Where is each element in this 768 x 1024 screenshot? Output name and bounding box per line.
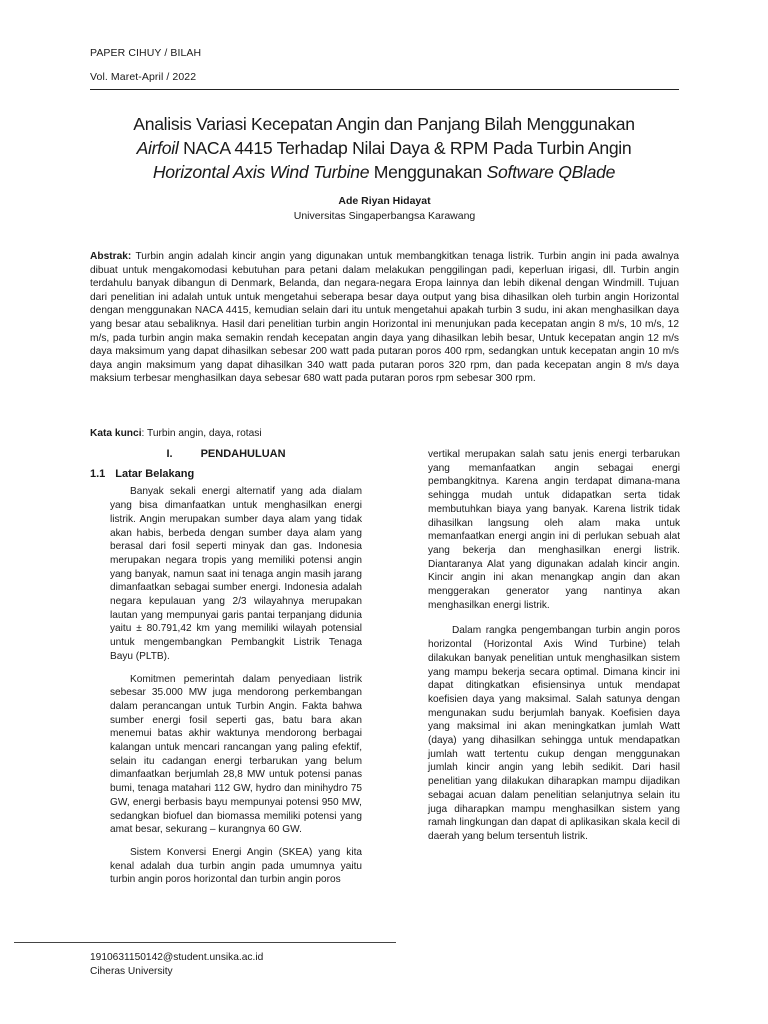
- body-paragraph: Sistem Konversi Energi Angin (SKEA) yang kita kenal adalah dua turbin angin pada umumnya yaitu turbin angin poros horizontal dan turbin angin poros: [110, 846, 362, 886]
- body-paragraph: Dalam rangka pengembangan turbin angin poros horizontal (Horizontal Axis Wind Turbine) telah dilakukan banyak penelitian untuk menghasilkan sistem yang mampu bekerja secara optimal. Dimana kincir ini dapat ditingkatkan efisiensinya untuk mendapat koefisien daya yang maksimal. Salah satunya dengan mengunakan sudu berjumlah banyak. Koefisien daya yang maksimal ini akan meningkatkan jumlah Watt (daya) yang dihasilkan sehingga untuk mendapatkan jumlah watt tertentu cukup dengan menggunakan jumlah kincir angin yang lebih sedikit. Dari hasil penelitian yang dilakukan diharapkan mampu dijadikan sebagai acuan dalam penelitian selanjutnya selain itu juga diharapkan mampu menghasilkan sistem yang ramah lingkungan dan dapat di aplikasikan skala kecil di daerah yang belum tersentuh listrik.: [428, 625, 680, 842]
- title-airfoil: Airfoil: [136, 138, 179, 158]
- subsection-title: Latar Belakang: [115, 467, 195, 480]
- footnote-divider: [14, 942, 396, 943]
- section-number: I.: [166, 448, 173, 460]
- title-software: Software QBlade: [486, 162, 616, 182]
- journal-header: PAPER CIHUY / BILAH: [90, 47, 202, 59]
- right-column: [428, 448, 680, 856]
- volume-info: Vol. Maret-April / 2022: [90, 71, 197, 83]
- abstract-label: Abstrak:: [90, 251, 132, 262]
- title-hawt: Horizontal Axis Wind Turbine: [152, 162, 370, 182]
- keywords: [90, 428, 679, 439]
- keywords-label: Kata kunci: [90, 428, 142, 439]
- author-email: 1910631150142@student.unsika.ac.id: [90, 952, 264, 963]
- title-line-2: [70, 136, 698, 160]
- left-column: [90, 448, 362, 896]
- body-paragraph: vertikal merupakan salah satu jenis energi terbarukan yang memanfaatkan angin sebagai energi pembangkitnya. Karena angin terdapat dimana-mana sehingga mudah untuk didapatkan serta tidak membutuhkan biaya yang banyak. Karena listrik tidak dihasilkan langsung oleh alam maka untuk memanfaatkan energi angin ini di perlukan sebuah alat yang bekerja dan menghasilkan energi listrik. Diantaranya Alat yang digunakan adalah kincir angin. Kincir angin ini akan menangkap angin dan akan menggerakan generator yang nantinya akan menghasilkan energi listrik.: [428, 449, 680, 611]
- section-heading: [90, 448, 362, 462]
- body-paragraph: Komitmen pemerintah dalam penyediaan listrik sebesar 35.000 MW juga mendorong perkembangan dalam perancangan untuk Turbin Angin. Fakta bahwa sumber energi fosil seperti gas, batu bara akan menemui batas akhir waktunya mendorong berbagai kalangan untuk mencari rancangan yang paling efektif, selain itu cadangan energi terbarukan yang belum dimanfaatkan berjumlah 28,8 MW untuk potensi panas bumi, tenaga matahari 112 GW, hydro dan minihydro 75 GW, energi berbasis bayu mempunyai potensi 950 MW, sedangkan biofuel dan biomassa memiliki potensi yang amat besar, sekurang – kurangnya 60 GW.: [110, 673, 362, 836]
- abstract: [90, 250, 679, 386]
- author-name: Ade Riyan Hidayat: [338, 195, 431, 207]
- title-line-3: [70, 160, 698, 184]
- section-title: PENDAHULUAN: [200, 448, 286, 460]
- title-line-3-mid: Menggunakan: [369, 162, 487, 182]
- title-line-2-rest: NACA 4415 Terhadap Nilai Daya & RPM Pada Turbin Angin: [178, 138, 632, 158]
- title-line-1: Analisis Variasi Kecepatan Angin dan Panjang Bilah Menggunakan: [133, 114, 635, 134]
- body-paragraph: Banyak sekali energi alternatif yang ada dialam yang bisa dimanfaatkan untuk menghasilkan energi listrik. Angin merupakan sumber daya alam yang tidak akan habis, berbeda dengan sumber daya alam yang berasal dari fosil seperti minyak dan gas. Indonesia merupakan negara tropis yang memiliki potensi angin yang banyak, namun saat ini tenaga angin masih jarang dimanfaatkan sebagai sumber energi. Indonesia adalah negara kepulauan yang 2/3 wilayahnya merupakan lautan yang mempunyai garis pantai terpanjang didunia yaitu ± 80.791,42 km yang memiliki wilayah potensial untuk mengembangkan Pembangkit Listrik Tenaga Bayu (PLTB).: [110, 486, 362, 662]
- author-affiliation: Universitas Singaperbangsa Karawang: [293, 210, 476, 222]
- paper-title: [70, 112, 698, 184]
- footnote-university: Ciheras University: [90, 966, 173, 977]
- keywords-text: : Turbin angin, daya, rotasi: [141, 428, 262, 439]
- abstract-text: Turbin angin adalah kincir angin yang digunakan untuk membangkitkan tenaga listrik. Turbin angin ini pada awalnya dibuat untuk mengakomodasi kebutuhan para petani dalam melakukan penggilingan padi, keperluan irigasi, dll. Turbin angin terdahulu banyak dibangun di Denmark, Belanda, dan negara-negara Eropa lainnya dan lebih dikenal dengan Windmill. Tujuan dari penelitian ini adalah untuk untuk mengetahui seberapa besar daya output yang bisa dihasilkan oleh turbin angin Horizontal dengan menggunakan NACA 4415, kemudian selain dari itu untuk mengetahui apakah turbin 3 sudu, ini akan menghasilkan daya yang besar atau sebaliknya. Hasil dari penelitian turbin angin Horizontal ini menunjukan pada kecepatan angin 8 m/s, 10 m/s, 12 m/s, pada turbin angin maka semakin rendah kecepatan angin daya yang dihasilkan lebih besar, Untuk kecepatan angin 12 m/s daya maksimum yang dapat dihasilkan sebesar 200 watt pada putaran poros 400 rpm, sedangkan untuk kecepatan angin 10 m/s daya angin maksimum yang dapat dihasilkan 340 watt pada putaran poros 320 rpm, dan pada kecepatan angin 8 m/s daya maksium terbesar menghasilkan daya sebesar 680 watt pada putaran poros rpm sebesar 300 rpm.: [90, 251, 679, 385]
- subsection-number: 1.1: [90, 467, 106, 480]
- header-divider: [90, 89, 679, 90]
- subsection-heading: [90, 468, 362, 482]
